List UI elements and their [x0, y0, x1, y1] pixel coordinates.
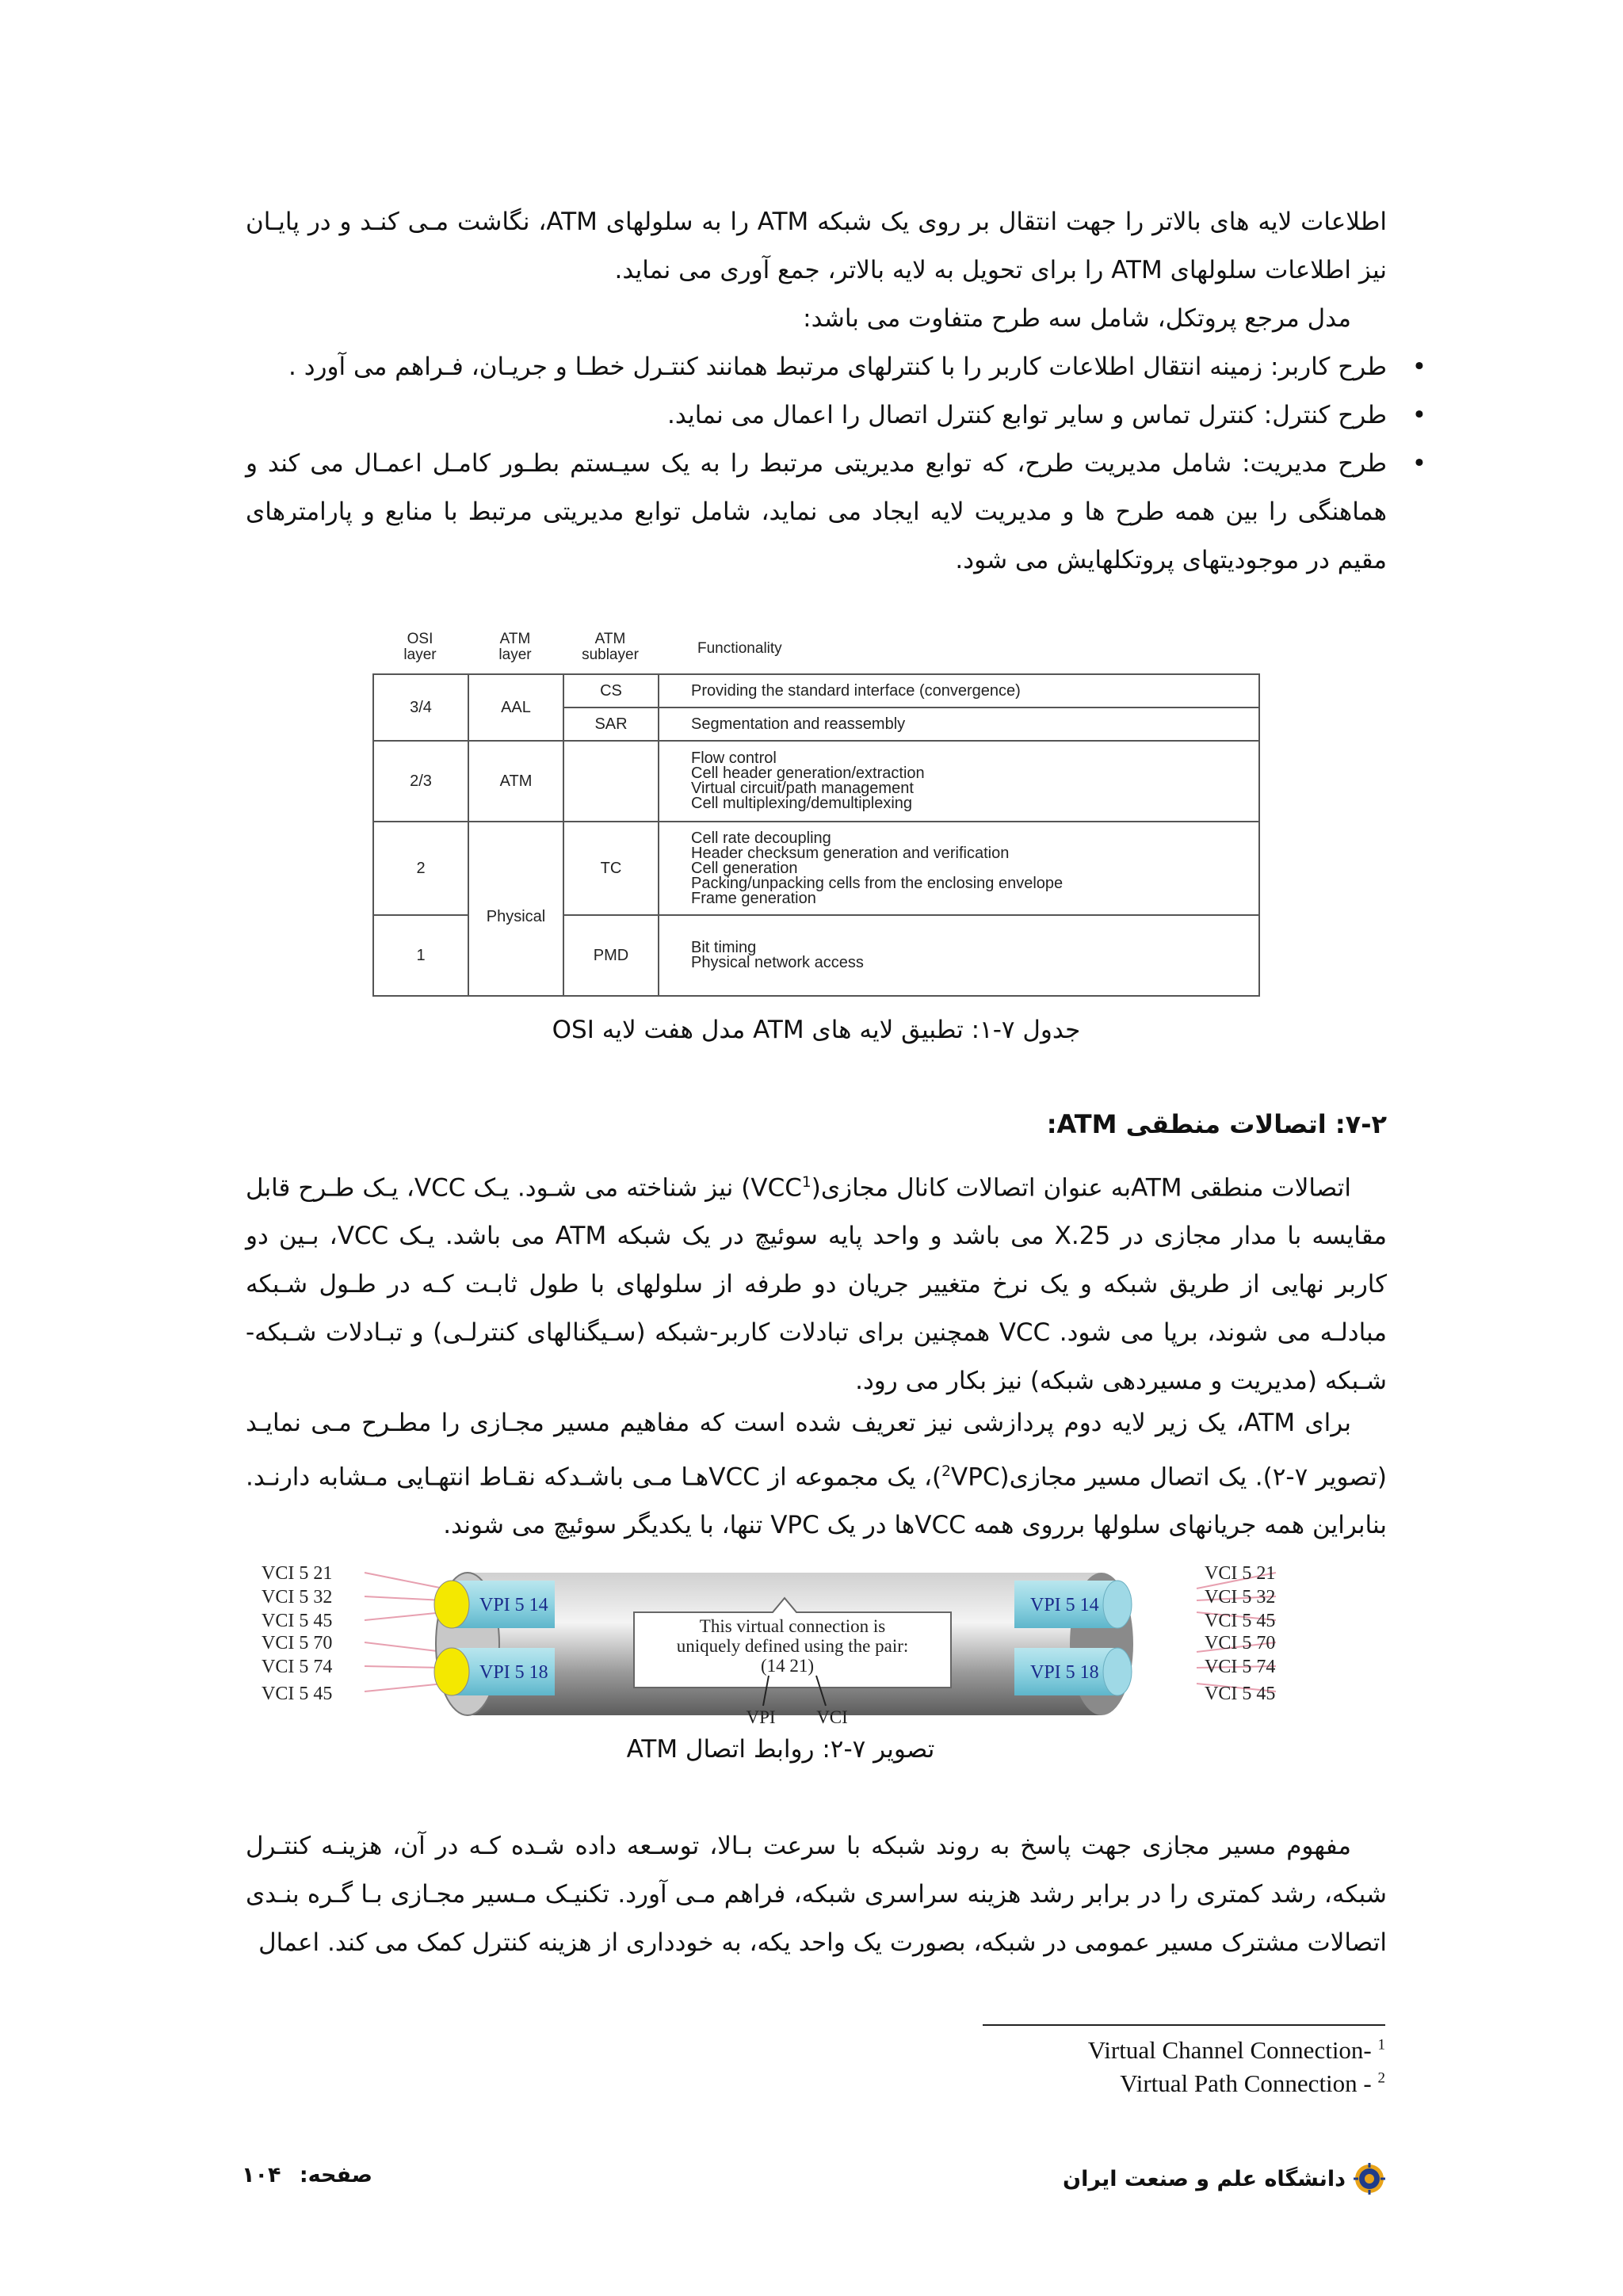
bullet-item — [246, 391, 1426, 440]
right-top-pipe-end — [1103, 1581, 1132, 1628]
bullet-mark: • — [1411, 401, 1426, 429]
vci-label-left: VCI 5 32 — [262, 1587, 333, 1608]
footer-university — [1063, 2163, 1385, 2195]
cell-osi: 1 — [373, 915, 468, 996]
vci-label-right: VCI 5 45 — [1205, 1611, 1276, 1631]
cell-sublayer: SAR — [563, 707, 659, 741]
vci-label-right: VCI 5 70 — [1205, 1633, 1276, 1653]
cell-function: Segmentation and reassembly — [659, 707, 1259, 741]
university-name: دانشگاه علم و صنعت ایران — [1063, 2166, 1346, 2191]
callout-line1: This virtual connection is — [699, 1616, 886, 1636]
bullet-mark: • — [1411, 449, 1426, 478]
footnote-1 — [1088, 2036, 1385, 2065]
vci-label-left: VCI 5 45 — [262, 1611, 333, 1631]
vpi-label-right-bottom: VPI 5 18 — [1030, 1662, 1099, 1683]
footnote-number: 2 — [1377, 2069, 1385, 2087]
cell-atm-layer: AAL — [468, 674, 563, 741]
vci-label-right: VCI 5 21 — [1205, 1563, 1276, 1584]
cell-atm-layer: ATM — [468, 741, 563, 822]
para2-part-a: برای ATM، یک زیر لایه دوم پردازشی نیز تعریف شده است که مفاهیم مسیر مجـازی را مطـرح مـی نمایـد (تصویر ۷-۲). یک اتصال مسیر مجازی( — [246, 1409, 1387, 1492]
figure-caption: تصویر ۷-۲: روابط اتصال ATM — [626, 1735, 935, 1764]
callout-vpi-label: VPI — [746, 1707, 776, 1727]
cell-atm-layer: Physical — [468, 822, 563, 996]
left-bottom-pipe-end — [434, 1648, 469, 1695]
vci-label-left: VCI 5 21 — [262, 1563, 333, 1584]
intro-line3: مدل مرجع پروتکل، شامل سه طرح متفاوت می باشد: — [803, 304, 1351, 333]
footnote-ref-1: 1 — [801, 1174, 812, 1191]
para1-part-b: ) نیز شناخته می شـود. یـک VCC، یـک طـرح قابل مقایسه با مدار مجازی در X.25 می باشد و واحد پایه سوئیچ در یک شبکه ATM می باشد. یـک VCC، بـین دو کاربر نهایی از طریق شبکه و یک نرخ متغییر جریان دو طرفه از سلولهای با طول ثابـت کـه در طـول شـبکه مبادلـه می شوند، برپا می شود. VCC همچنین برای تبادلات کاربر-شبکه (سـیگنالهای کنترلـی) و تبـادلات شـبکه-شـبکه (مدیریت و مسیردهی شبکه) نیز بکار می رود. — [246, 1173, 1388, 1396]
vci-label-right: VCI 5 32 — [1205, 1587, 1276, 1608]
paragraph-vcc — [246, 1158, 1387, 1405]
page-label: صفحه: — [299, 2163, 373, 2187]
para3-text: مفهوم مسیر مجازی جهت پاسخ به روند شبکه با سرعت بـالا، توسـعه داده شـده کـه در آن، هزینـه کنتـرل شبکه، رشد کمتری را در برابر رشد هزینه سراسری شبکه، فراهم مـی آورد. تکنیـک مـسیر مجـازی بـا گـره بنـدی اتصالات مشترک مسیر عمومی در شبکه، بصورت یک واحد یکه، به خودداری از هزینه کنترل کمک می کند. اعمال — [246, 1832, 1387, 1957]
bullet-text: طرح کنترل: کنترل تماس و سایر توابع کنترل اتصال را اعمال می نماید. — [667, 401, 1387, 429]
right-bottom-pipe-end — [1103, 1648, 1132, 1695]
paragraph-virtual-path — [246, 1822, 1387, 1967]
layers-table — [372, 673, 1260, 997]
vci-label-right: VCI 5 45 — [1205, 1684, 1276, 1704]
header-atm-layer: ATM layer — [498, 631, 532, 663]
footnote-separator — [983, 2024, 1385, 2026]
intro-paragraph — [246, 198, 1387, 343]
header-atm-sublayer: ATM sublayer — [582, 631, 639, 663]
left-vci-lines — [365, 1573, 444, 1691]
page-number: ۱۰۴ — [242, 2163, 281, 2187]
vpi-label-left-bottom: VPI 5 18 — [479, 1662, 548, 1683]
paragraph-vpc — [246, 1399, 1387, 1550]
callout-vci-label: VCI — [816, 1707, 848, 1727]
cell-osi: 2 — [373, 822, 468, 915]
bullet-mark: • — [1411, 353, 1426, 381]
vci-label-right: VCI 5 74 — [1205, 1657, 1276, 1677]
table-caption: جدول ۷-۱: تطبیق لایه های ATM مدل هفت لایه OSI — [552, 1016, 1081, 1044]
footnote-number: 1 — [1377, 2036, 1385, 2054]
para2-part-b: VPC)، یک مجموعه از VCCهـا مـی باشـدکه نقـاط انتهـایی مـشابه دارنـد. بنابراین همه جریانهای سلولها برروی همه VCCها در یک VPC تنها، با یکدیگر سوئیچ می شوند. — [246, 1463, 1387, 1540]
bullet-text: طرح مدیریت: شامل مدیریت طرح، که توابع مدیریتی مرتبط را به یک سیـستم بطـور کامـل اعمـال می کند و هماهنگی را بین همه طرح ها و مدیریت لایه ایجاد می نماید، شامل توابع مدیریتی مرتبط با منابع و پارامترهای مقیم در موجودیتهای پروتکلهایش می شود. — [246, 449, 1387, 574]
bullet-item — [246, 343, 1426, 391]
university-logo-icon — [1354, 2163, 1385, 2195]
header-functionality: Functionality — [697, 640, 782, 657]
left-top-pipe-end — [434, 1581, 469, 1628]
cell-function: Providing the standard interface (convergence) — [659, 674, 1259, 707]
footer-page — [242, 2163, 372, 2187]
para1-part-a: اتصالات منطقی ATMبه عنوان اتصالات کانال مجازی(VCC — [750, 1173, 1351, 1203]
vpi-label-right-top: VPI 5 14 — [1030, 1595, 1099, 1615]
header-osi-layer: OSI layer — [403, 631, 437, 663]
vci-label-left: VCI 5 70 — [262, 1633, 333, 1653]
cell-function: Bit timing Physical network access — [659, 915, 1259, 996]
cell-osi: 3/4 — [373, 674, 468, 741]
footnote-text: Virtual Path Connection - — [1120, 2069, 1372, 2097]
cell-osi: 2/3 — [373, 741, 468, 822]
vci-label-left: VCI 5 45 — [262, 1684, 333, 1704]
vpi-label-left-top: VPI 5 14 — [479, 1595, 548, 1615]
cell-function: Cell rate decoupling Header checksum generation and verification Cell generation Packing/unpacking cells from the enclosing envelope Frame generation — [659, 822, 1259, 915]
atm-connection-figure — [254, 1557, 1308, 1731]
bullet-list — [246, 343, 1434, 585]
cell-sublayer: PMD — [563, 915, 659, 996]
vci-label-left: VCI 5 74 — [262, 1657, 333, 1677]
table-header — [372, 630, 1260, 673]
callout-line2: uniquely defined using the pair: — [676, 1636, 909, 1656]
bullet-text: طرح کاربر: زمینه انتقال اطلاعات کاربر را با کنترلهای مرتبط همانند کنتـرل خطـا و جریـان، فـراهم می آورد . — [288, 353, 1387, 381]
footnote-ref-2: 2 — [941, 1463, 951, 1480]
footnote-2 — [1120, 2069, 1385, 2098]
intro-line1: اطلاعات لایه های بالاتر را جهت انتقال بر روی یک شبکه ATM را به سلولهای ATM، نگاشت مـی کنـد و در پایـان — [246, 208, 1388, 236]
cell-sublayer: CS — [563, 674, 659, 707]
cell-sublayer: TC — [563, 822, 659, 915]
footnote-text: Virtual Channel Connection- — [1087, 2036, 1372, 2064]
cell-sublayer-empty — [563, 741, 659, 822]
callout-pair: (14 21) — [761, 1656, 815, 1676]
bullet-item — [246, 440, 1426, 585]
atm-osi-table-figure — [372, 630, 1260, 997]
cell-function: Flow control Cell header generation/extraction Virtual circuit/path management Cell multiplexing/demultiplexing — [659, 741, 1259, 822]
section-heading: ۷-۲: اتصالات منطقی ATM: — [1046, 1109, 1387, 1139]
intro-line2: نیز اطلاعات سلولهای ATM را برای تحویل به لایه بالاتر، جمع آوری می نماید. — [614, 256, 1387, 284]
